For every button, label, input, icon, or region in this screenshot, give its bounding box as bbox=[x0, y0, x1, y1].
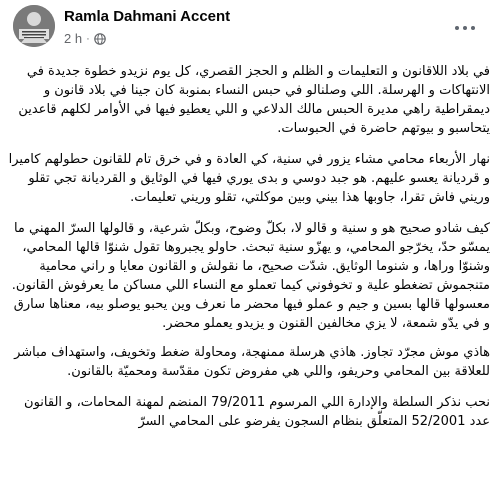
post-paragraph: كيف شادو صحيح هو و سنية و قالو لا، بكلّ وضوح، وبكلّ شرعية، و قالولها السرّ المهني ما يمسّو حدّ، يخرّجو المحامي، و يهزّو سنية تبحث. حاولو يجبروها تقول شنوّا قالها المحامي، وشنوّا وراها، و شنوما الوثايق. شدّت صحيح، ما نقولش و القانون معايا و راني محامية متنجموش تضغطو علية و تخوفوني كيما تعملو مع النساء اللي مساكن ما يعرفوش القانون. معسولها قالها بسين و جيم و عملو فيها محضر ما نعرف وين يحبو يوصلو بيه، معناها سارق و في يدّو شمعة، لا يزي مخالفين القنون و يزيدو يعملو محضر. bbox=[11, 221, 490, 331]
meta-separator: · bbox=[86, 32, 90, 45]
post-header bbox=[0, 0, 498, 62]
globe-icon bbox=[94, 33, 106, 45]
more-options-button[interactable] bbox=[452, 20, 478, 36]
more-dot bbox=[463, 26, 467, 30]
post-paragraph: في بلاد اللاقانون و التعليمات و الظلم و الحجز القصري، كل يوم نزيدو خطوة جديدة في الانتهاكات و الهرسلة. اللي وصلنالو في حبس النساء بمنوبة كان جينا في بلاد قانون و ديمقراطية راهي مديرة الحبس مالك الدلاعي و اللي يعطيو فيها في الأوامر لكلهم قاعدين يتحاسبو و بيوتهم حاضرة في الحبوسات. bbox=[18, 64, 490, 136]
author-name[interactable]: Ramla Dahmani Accent bbox=[64, 8, 231, 25]
avatar-logo bbox=[13, 5, 55, 47]
post-paragraph: نحب نذكر السلطة والإدارة اللي المرسوم 79/2011 المنضم لمهنة المحامات، و القانون عدد 52/2001 المتعلّق بنظام السجون يفرضو على المحامي السرّ bbox=[24, 395, 490, 429]
post-body bbox=[8, 62, 490, 443]
post-time[interactable]: 2 h bbox=[64, 31, 83, 46]
more-dot bbox=[455, 26, 459, 30]
post-paragraph: نهار الأربعاء محامي مشاء يزور في سنية، كي العادة و في خرق تام للقانون حطولهم كاميرا و قرديانة يعسو عليهم. هو جبد دوسي و بدى يوري فيها في الوثايق و القرديانة تجي تقلو وريني فاش تقرا، جاوبها هذا بيني وبين موكلتي، تقلو وريني تعليمات. bbox=[8, 152, 490, 205]
post-paragraph: هاذي موش مجرّد تجاوز. هاذي هرسلة ممنهجة، ومحاولة ضغط وتخويف، واستهداف مباشر للعلاقة بين المحامي وحريفو، واللي هي مفروض تكون مقدّسة ومحميّة بالقانون. bbox=[14, 345, 490, 379]
avatar[interactable] bbox=[13, 5, 55, 47]
post-meta bbox=[64, 31, 106, 46]
more-dot bbox=[471, 26, 475, 30]
